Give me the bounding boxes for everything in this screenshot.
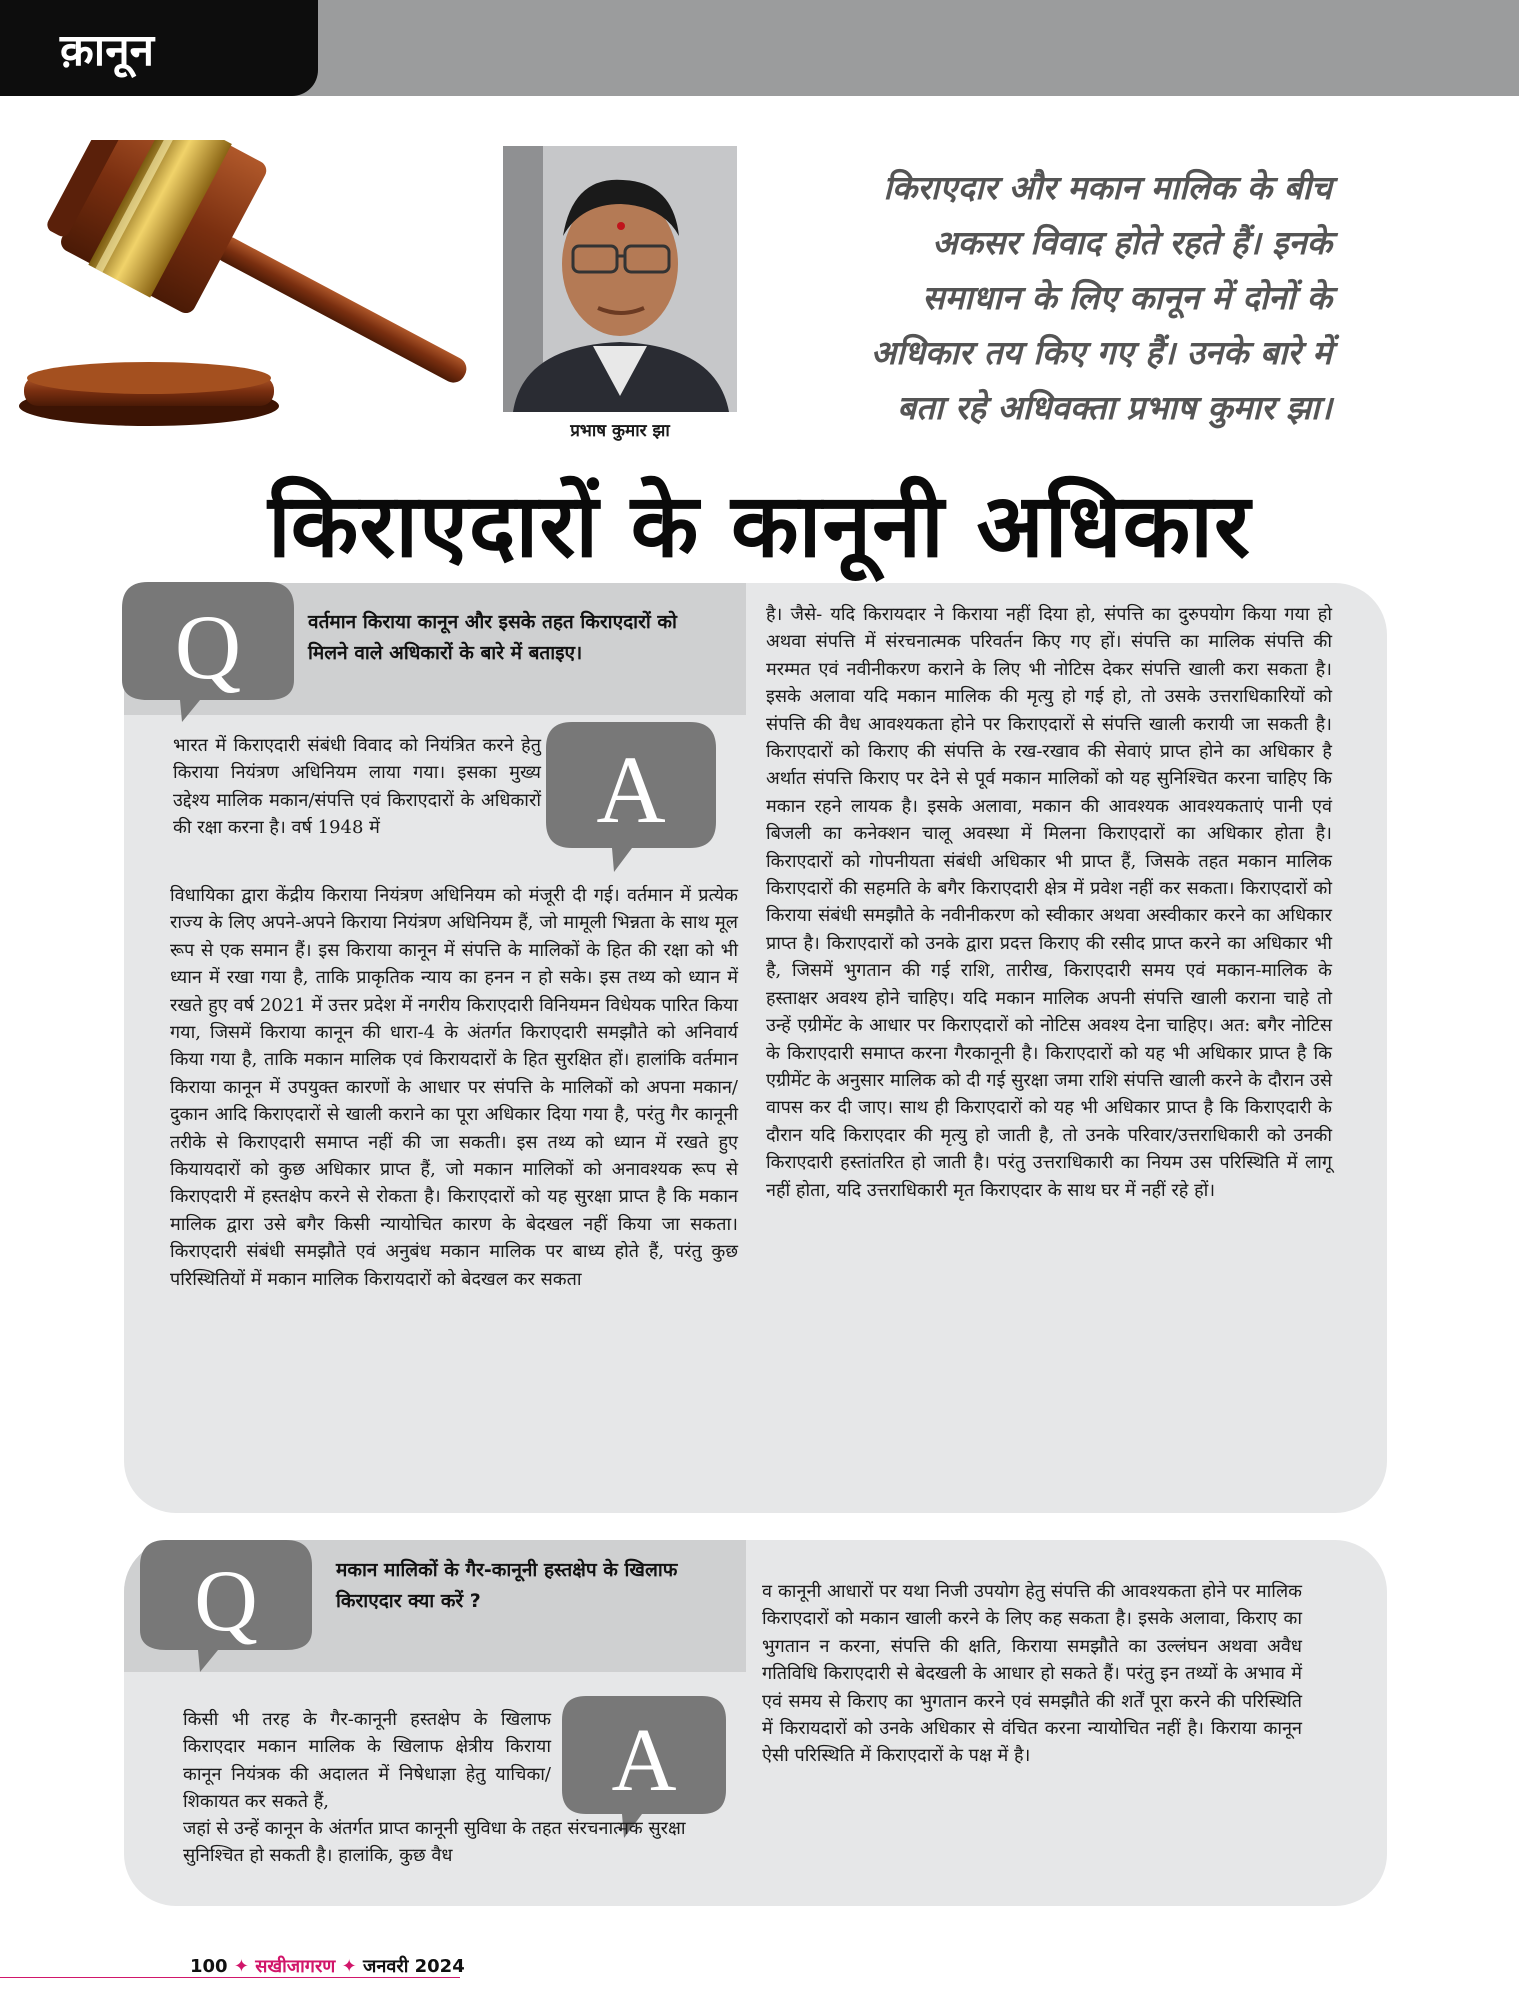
answer-letter: A [596, 736, 666, 843]
intro-line: किराएदार और मकान मालिक के बीच [883, 168, 1332, 207]
question-text: वर्तमान किराया कानून और इसके तहत किराएदारों को मिलने वाले अधिकारों के बारे में बताइए। [308, 611, 677, 664]
question-letter: Q [174, 596, 242, 698]
question-text: मकान मालिकों के गैर-कानूनी हस्तक्षेप के खिलाफ किराएदार क्या करें ? [336, 1559, 678, 1612]
question-bubble-icon [122, 582, 294, 722]
intro-line: समाधान के लिए कानून में दोनों के [922, 278, 1332, 317]
intro-line: अकसर विवाद होते रहते हैं। इनके [932, 223, 1332, 262]
answer-text: है। जैसे- यदि किरायदार ने किराया नहीं दिया हो, संपत्ति का दुरुपयोग किया गया हो अथवा संपत्ति में संरचनात्मक परिवर्तन किए गए हों। संपत्ति का मालिक संपत्ति की मरम्मत एवं नवीनीकरण कराने के लिए भी नोटिस देकर संपत्ति खाली करा सकता है। इसके अलावा यदि मकान मालिक की मृत्यु हो गई हो, तो उसके उत्तराधिकारियों को संपत्ति की वैध आवश्यकता होने पर किराएदारों से संपत्ति खाली करायी जा सकती है। किराएदारों को किराए की संपत्ति के रख-रखाव की सेवाएं प्राप्त होने का अधिकार है अर्थात संपत्ति किराए पर देने से पूर्व मकान मालिकों को यह सुनिश्चित करना चाहिए कि मकान रहने लायक है। इसके अलावा, मकान की आवश्यक आवश्यकताएं पानी एवं बिजली का कनेक्शन चालू अवस्था में मिलना किराएदारों का अधिकार होता है। किराएदारों को गोपनीयता संबंधी अधिकार भी प्राप्त हैं, जिसके तहत मकान मालिक किराएदारों की सहमति के बगैर किराएदारी क्षेत्र में प्रवेश नहीं कर सकता। किराएदारों को किराया संबंधी समझौते के नवीनीकरण को स्वीकार अथवा अस्वीकार करने का अधिकार प्राप्त है। किराएदारों को उनके द्वारा प्रदत्त किराए की रसीद प्राप्त करने का अधिकार भी है, जिसमें भुगतान की गई राशि, तारीख, किराएदारी समय एवं मकान-मालिक के हस्ताक्षर अवश्य होने चाहिए। यदि मकान मालिक अपनी संपत्ति खाली कराना चाहे तो उन्हें एग्रीमेंट के आधार पर किराएदारों को नोटिस अवश्य देना चाहिए। अत: बगैर नोटिस के किराएदारी समाप्त करना गैरकानूनी है। किराएदारों को यह भी अधिकार प्राप्त है कि एग्रीमेंट के अनुसार मालिक को दी गई सुरक्षा जमा राशि संपत्ति खाली करने के दौरान उसे वापस कर दी जाए। साथ ही किराएदारों को यह भी अधिकार प्राप्त है कि किराएदारी के दौरान यदि किराएदार की मृत्यु हो जाती है, तो उनके परिवार/उत्तराधिकारी को उनकी किराएदारी हस्तांतरित हो जाती है। परंतु उत्तराधिकारी का नियम उस परिस्थिति में लागू नहीं होता, यदि उत्तराधिकारी मृत किराएदार के साथ घर में नहीं रहे हों। [766, 604, 1332, 1201]
intro-text [760, 160, 1332, 435]
answer-text: भारत में किराएदारी संबंधी विवाद को नियंत्रित करने हेतु किराया नियंत्रण अधिनियम लाया गया। इसका मुख्य उद्देश्य मालिक मकान/संपत्ति एवं किराएदारों के अधिकारों की रक्षा करना है। वर्ष 1948 में [173, 735, 541, 839]
intro-line: अधिकार तय किए गए हैं। उनके बारे में [870, 333, 1332, 372]
author-photo [503, 146, 737, 412]
gavel-icon [14, 140, 500, 430]
answer-text: किसी भी तरह के गैर-कानूनी हस्तक्षेप के खिलाफ किराएदार मकान मालिक के खिलाफ क्षेत्रीय किराया कानून नियंत्रक की अदालत में निषेधाज्ञा हेतु याचिका/शिकायत कर सकते हैं, [183, 1709, 551, 1813]
star-icon: ✦ [233, 1956, 249, 1977]
author-caption: प्रभाष कुमार झा [570, 421, 670, 441]
answer-text: व कानूनी आधारों पर यथा निजी उपयोग हेतु संपत्ति की आवश्यकता होने पर मालिक किराएदारों को मकान खाली करने के लिए कह सकता है। इसके अलावा, किराए का भुगतान न करना, संपत्ति की क्षति, किराया समझौते का उल्लंघन अथवा अवैध गतिविधि किराएदारी से बेदखली के आधार हो सकते हैं। परंतु इन तथ्यों के अभाव में एवं समय से किराए का भुगतान करने एवं समझौते की शर्तें पूरा करने की परिस्थिति में किरायदारों को उनके अधिकार से वंचित करना न्यायोचित नहीं है। किराया कानून ऐसी परिस्थिति में किराएदारों के पक्ष में है। [762, 1581, 1302, 1767]
issue-date: जनवरी 2024 [362, 1956, 465, 1977]
question-bubble-icon [140, 1540, 312, 1672]
star-icon: ✦ [341, 1956, 357, 1977]
magazine-name: सखीजागरण [255, 1956, 336, 1977]
question-letter: Q [194, 1553, 258, 1650]
answer-letter: A [611, 1711, 677, 1810]
footer-divider [0, 1977, 460, 1978]
answer-bubble-icon [546, 722, 716, 872]
page-number: 100 [190, 1956, 228, 1977]
section-title: क़ानून [60, 25, 155, 76]
section-tab [0, 0, 318, 96]
answer-text: विधायिका द्वारा केंद्रीय किराया नियंत्रण अधिनियम को मंजूरी दी गई। वर्तमान में प्रत्येक राज्य के लिए अपने-अपने किराया नियंत्रण अधिनियम हैं, जो मामूली भिन्नता के साथ मूल रूप से एक समान हैं। इस किराया कानून में संपत्ति के मालिकों के हित की रक्षा को भी ध्यान में रखा गया है, ताकि प्राकृतिक न्याय का हनन न हो सके। इस तथ्य को ध्यान में रखते हुए वर्ष 2021 में उत्तर प्रदेश में नगरीय किराएदारी विनियमन विधेयक पारित किया गया, जिसमें किराया कानून की धारा-4 के अंतर्गत किराएदारी समझौते को अनिवार्य किया गया है, ताकि मकान मालिक एवं किरायदारों के हित सुरक्षित हों। हालांकि वर्तमान किराया कानून में उपयुक्त कारणों के आधार पर संपत्ति के मालिकों को अपना मकान/दुकान आदि किराएदारों से खाली कराने का पूरा अधिकार दिया गया है, परंतु गैर कानूनी तरीके से किराएदारी समाप्त नहीं की जा सकती। इस तथ्य को ध्यान में रखते हुए कियायदारों को कुछ अधिकार प्राप्त हैं, जो मकान मालिकों को अनावश्यक रूप से किराएदारी में हस्तक्षेप करने से रोकता है। किराएदारों को यह सुरक्षा प्राप्त है कि मकान मालिक द्वारा उसे बगैर किसी न्यायोचित कारण के बेदखल नहीं किया जा सकता। किराएदारी संबंधी समझौते एवं अनुबंध मकान मालिक पर बाध्य होते हैं, परंतु कुछ परिस्थितियों में मकान मालिक किरायदारों को बेदखल कर सकता [170, 885, 738, 1290]
intro-line: बता रहे अधिवक्ता प्रभाष कुमार झा। [897, 388, 1332, 427]
answer-text: जहां से उन्हें कानून के अंतर्गत प्राप्त कानूनी सुविधा के तहत संरचनात्मक सुरक्षा सुनिश्चित हो सकती है। हालांकि, कुछ वैध [183, 1818, 686, 1867]
headline: किराएदारों के कानूनी अधिकार [268, 474, 1251, 577]
page-footer [190, 1954, 465, 1978]
